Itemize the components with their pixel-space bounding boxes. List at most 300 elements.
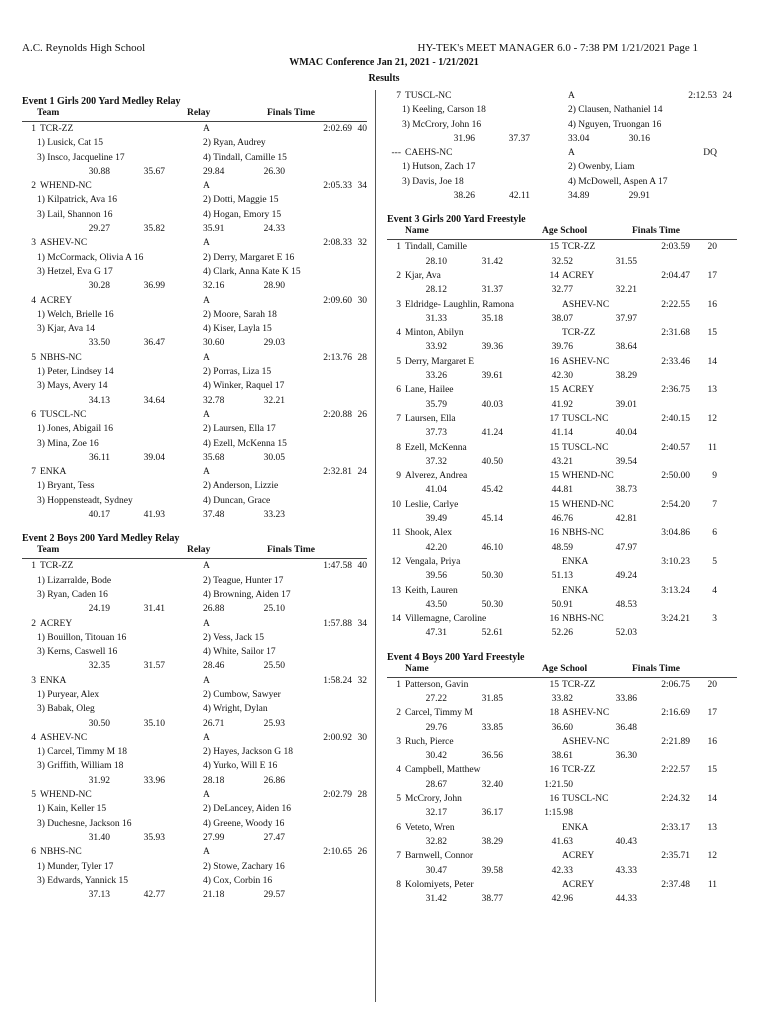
split-time: 30.88 (88, 166, 110, 177)
split-time: 33.26 (425, 371, 447, 382)
split-time: 32.16 (203, 281, 225, 292)
swimmer-result-row (387, 469, 737, 483)
swimmer-result-row (387, 584, 737, 598)
place: 3 (396, 736, 401, 747)
swimmer: 4) Browning, Aiden 17 (203, 589, 291, 600)
swimmer: 4) Clark, Anna Kate K 15 (203, 266, 301, 277)
swimmer-result-row (387, 706, 737, 720)
swimmer: 3) Kjar, Ava 14 (37, 324, 96, 335)
split-time: 33.82 (551, 693, 573, 704)
split-time: 21.18 (203, 890, 225, 901)
splits-row (387, 598, 737, 612)
relay-swimmers-row (22, 251, 367, 265)
split-time: 35.79 (425, 399, 447, 410)
splits-row (22, 602, 367, 616)
swimmer: 3) Insco, Jacqueline 17 (37, 152, 125, 163)
swimmer-name: Keith, Lauren (405, 585, 458, 596)
split-time: 37.13 (88, 890, 110, 901)
split-time: 33.92 (425, 342, 447, 353)
place: 7 (396, 413, 401, 424)
swimmer-result-row (387, 269, 737, 283)
finals-time: 1:57.88 (323, 618, 352, 629)
table-header (387, 664, 737, 678)
splits-row (387, 369, 737, 383)
split-time: 25.10 (263, 604, 285, 615)
split-time: 29.03 (263, 338, 285, 349)
points: 34 (357, 618, 367, 629)
split-time: 52.61 (481, 628, 503, 639)
relay-result-row (387, 146, 737, 160)
splits-row (387, 255, 737, 269)
split-time: 32.77 (551, 285, 573, 296)
points: 7 (712, 499, 717, 510)
relay-swimmers-row (22, 322, 367, 336)
split-time: 36.17 (481, 808, 503, 819)
age: 15 (549, 471, 559, 482)
split-time: 33.86 (615, 693, 637, 704)
splits-row (22, 394, 367, 408)
table-header (22, 108, 367, 122)
spacer (22, 522, 367, 528)
relay-letter: A (203, 181, 210, 192)
swimmer: 4) Winker, Raquel 17 (203, 381, 285, 392)
relay-result-row (22, 122, 367, 136)
school: ENKA (562, 822, 589, 833)
swimmer: 1) Kain, Keller 15 (37, 804, 107, 815)
finals-time: 2:32.81 (323, 467, 352, 478)
swimmer-result-row (387, 355, 737, 369)
splits-row (387, 864, 737, 878)
split-time: 24.19 (88, 604, 110, 615)
age: 16 (549, 794, 559, 805)
meet-title: WMAC Conference Jan 21, 2021 - 1/21/2021 (289, 57, 479, 68)
split-time: 25.50 (263, 661, 285, 672)
split-time: 40.50 (481, 456, 503, 467)
left-column (22, 91, 367, 902)
splits-row (22, 165, 367, 179)
relay-swimmers-row (387, 118, 737, 132)
team: NBHS-NC (40, 847, 82, 858)
relay-swimmers-row (22, 365, 367, 379)
swimmer: 1) McCormack, Olivia A 16 (37, 252, 144, 263)
swimmer-result-row (387, 240, 737, 254)
relay-swimmers-row (22, 422, 367, 436)
split-time: 36.30 (615, 751, 637, 762)
school: NBHS-NC (562, 614, 604, 625)
team: ENKA (40, 675, 67, 686)
split-time: 35.93 (143, 832, 165, 843)
split-time: 39.76 (551, 342, 573, 353)
splits-row (22, 717, 367, 731)
relay-letter: A (203, 561, 210, 572)
splits-row (387, 569, 737, 583)
split-time: 35.10 (143, 718, 165, 729)
finals-time: 2:08.33 (323, 238, 352, 249)
split-time: 43.50 (425, 599, 447, 610)
split-time: 41.93 (143, 510, 165, 521)
split-time: 33.23 (263, 510, 285, 521)
splits-row (387, 806, 737, 820)
team: TUSCL-NC (405, 91, 452, 101)
split-time: 48.59 (551, 542, 573, 553)
swimmer: 2) Vess, Jack 15 (203, 632, 265, 643)
split-time: 32.21 (615, 285, 637, 296)
swimmer: 4) Cox, Corbin 16 (203, 875, 273, 886)
finals-time: 2:40.57 (661, 442, 690, 453)
spacer (387, 641, 737, 647)
swimmer: 1) Hutson, Zach 17 (402, 162, 476, 173)
swimmer-result-row (387, 678, 737, 692)
split-time: 43.33 (615, 865, 637, 876)
age: 18 (549, 708, 559, 719)
relay-result-row (387, 89, 737, 103)
place: 2 (31, 618, 36, 629)
split-time: 26.30 (263, 166, 285, 177)
place: 2 (31, 181, 36, 192)
split-time: 33.04 (568, 133, 590, 144)
swimmer-name: Tindall, Camille (405, 242, 467, 253)
finals-time: 2:22.55 (661, 299, 690, 310)
place: 11 (391, 528, 401, 539)
split-time: 36.47 (143, 338, 165, 349)
finals-time: 2:03.59 (661, 242, 690, 253)
age: 16 (549, 614, 559, 625)
swimmer-result-row (387, 441, 737, 455)
swimmer-result-row (387, 849, 737, 863)
points: 20 (707, 242, 717, 253)
swimmer: 4) Wright, Dylan (203, 704, 268, 715)
header-name: Name (405, 226, 429, 237)
age: 17 (549, 413, 559, 424)
header-finals-time: Finals Time (267, 545, 315, 556)
split-time: 1:15.98 (544, 808, 573, 819)
swimmer-name: Patterson, Gavin (405, 679, 469, 690)
split-time: 36.11 (88, 452, 110, 463)
relay-swimmers-row (22, 494, 367, 508)
school: ASHEV-NC (562, 736, 610, 747)
split-time: 37.37 (508, 133, 530, 144)
points: 16 (707, 736, 717, 747)
software-line: HY-TEK's MEET MANAGER 6.0 - 7:38 PM 1/21/2021 Page 1 (417, 42, 698, 54)
finals-time: 2:33.46 (661, 356, 690, 367)
swimmer-name: Alverez, Andrea (405, 471, 468, 482)
split-time: 39.01 (615, 399, 637, 410)
split-time: 30.47 (425, 865, 447, 876)
team: TCR-ZZ (40, 124, 74, 134)
relay-letter: A (568, 148, 575, 159)
swimmer-name: Ruch, Pierce (405, 736, 454, 747)
splits-row (387, 455, 737, 469)
split-time: 34.13 (88, 395, 110, 406)
swimmer: 2) Clausen, Nathaniel 14 (568, 105, 663, 116)
relay-letter: A (568, 91, 575, 101)
swimmer: 3) Ryan, Caden 16 (37, 589, 108, 600)
split-time: 28.18 (203, 775, 225, 786)
school: WHEND-NC (562, 471, 614, 482)
finals-time: 2:04.47 (661, 270, 690, 281)
finals-time: 2:02.69 (323, 124, 352, 134)
split-time: 39.36 (481, 342, 503, 353)
relay-letter: A (203, 352, 210, 363)
splits-row (387, 132, 737, 146)
split-time: 38.77 (481, 894, 503, 905)
team: ENKA (40, 467, 67, 478)
relay-result-row (22, 465, 367, 479)
swimmer: 4) McDowell, Aspen A 17 (568, 176, 668, 187)
split-time: 26.88 (203, 604, 225, 615)
place: 13 (391, 585, 401, 596)
split-time: 36.48 (615, 722, 637, 733)
header-age-school: Age School (542, 226, 588, 237)
split-time: 33.85 (481, 722, 503, 733)
relay-swimmers-row (22, 208, 367, 222)
split-time: 45.42 (481, 485, 503, 496)
split-time: 41.63 (551, 836, 573, 847)
swimmer: 3) Kerns, Caswell 16 (37, 647, 118, 658)
split-time: 34.64 (143, 395, 165, 406)
finals-time: 2:09.60 (323, 295, 352, 306)
place: 3 (31, 675, 36, 686)
event-title: Event 2 Boys 200 Yard Medley Relay (22, 533, 180, 545)
place: 1 (396, 242, 401, 253)
split-time: 37.48 (203, 510, 225, 521)
split-time: 29.27 (88, 224, 110, 235)
relay-result-row (22, 351, 367, 365)
finals-time: 2:21.89 (661, 736, 690, 747)
relay-swimmers-row (22, 745, 367, 759)
relay-swimmers-row (22, 817, 367, 831)
swimmer-result-row (387, 498, 737, 512)
header-relay: Relay (187, 108, 211, 118)
split-time: 45.14 (481, 514, 503, 525)
swimmer: 2) Hayes, Jackson G 18 (203, 747, 293, 758)
finals-time: DQ (703, 148, 717, 159)
relay-swimmers-row (22, 379, 367, 393)
relay-swimmers-row (22, 688, 367, 702)
relay-swimmers-row (22, 574, 367, 588)
points: 17 (707, 708, 717, 719)
relay-letter: A (203, 618, 210, 629)
finals-time: 2:24.32 (661, 794, 690, 805)
school: TUSCL-NC (562, 413, 609, 424)
swimmer: 4) Duncan, Grace (203, 495, 271, 506)
school: TUSCL-NC (562, 442, 609, 453)
place: 4 (31, 732, 36, 743)
relay-letter: A (203, 295, 210, 306)
swimmer-result-row (387, 383, 737, 397)
split-time: 32.52 (551, 256, 573, 267)
points: 11 (707, 879, 717, 890)
results-label: Results (368, 73, 400, 84)
place: 6 (31, 847, 36, 858)
team: TCR-ZZ (40, 561, 74, 572)
split-time: 42.33 (551, 865, 573, 876)
splits-row (387, 541, 737, 555)
place: 1 (31, 124, 36, 134)
points: 5 (712, 556, 717, 567)
split-time: 52.03 (615, 628, 637, 639)
relay-result-row (22, 731, 367, 745)
relay-swimmers-row (22, 479, 367, 493)
place: 1 (31, 561, 36, 572)
relay-swimmers-row (22, 874, 367, 888)
header-finals-time: Finals Time (632, 663, 680, 674)
school: WHEND-NC (562, 499, 614, 510)
split-time: 42.96 (551, 894, 573, 905)
swimmer: 2) Dotti, Maggie 15 (203, 195, 279, 206)
split-time: 44.81 (551, 485, 573, 496)
age: 15 (549, 442, 559, 453)
swimmer-name: Vengala, Priya (405, 556, 461, 567)
event-title: Event 1 Girls 200 Yard Medley Relay (22, 96, 181, 107)
split-time: 31.85 (481, 693, 503, 704)
points: 13 (707, 385, 717, 396)
split-time: 38.73 (615, 485, 637, 496)
splits-row (387, 892, 737, 906)
relay-swimmers-row (22, 136, 367, 150)
swimmer-result-row (387, 298, 737, 312)
finals-time: 2:31.68 (661, 328, 690, 339)
split-time: 32.21 (263, 395, 285, 406)
relay-swimmers-row (22, 308, 367, 322)
split-time: 36.99 (143, 281, 165, 292)
place: 4 (396, 765, 401, 776)
swimmer: 1) Keeling, Carson 18 (402, 105, 486, 116)
splits-row (22, 451, 367, 465)
relay-swimmers-row (22, 860, 367, 874)
relay-result-row (22, 559, 367, 573)
swimmer-name: Kjar, Ava (405, 270, 441, 281)
relay-swimmers-row (22, 437, 367, 451)
relay-result-row (22, 294, 367, 308)
age: 15 (549, 385, 559, 396)
swimmer-result-row (387, 612, 737, 626)
splits-row (387, 426, 737, 440)
swimmer: 4) Kiser, Layla 15 (203, 324, 272, 335)
relay-result-row (22, 674, 367, 688)
split-time: 29.91 (628, 191, 650, 202)
points: 30 (357, 732, 367, 743)
points: 15 (707, 765, 717, 776)
swimmer: 1) Carcel, Timmy M 18 (37, 747, 127, 758)
split-time: 35.67 (143, 166, 165, 177)
split-time: 39.61 (481, 371, 503, 382)
finals-time: 2:10.65 (323, 847, 352, 858)
split-time: 32.78 (203, 395, 225, 406)
school: ASHEV-NC (562, 356, 610, 367)
finals-time: 2:16.69 (661, 708, 690, 719)
finals-time: 2:02.79 (323, 790, 352, 801)
relay-result-row (22, 179, 367, 193)
split-time: 28.67 (425, 779, 447, 790)
swimmer: 4) Hogan, Emory 15 (203, 209, 282, 220)
school: ENKA (562, 556, 589, 567)
swimmer-name: Kolomiyets, Peter (405, 879, 474, 890)
swimmer-name: Lane, Hailee (405, 385, 454, 396)
points: 34 (357, 181, 367, 192)
split-time: 39.49 (425, 514, 447, 525)
split-time: 31.40 (88, 832, 110, 843)
school: TUSCL-NC (562, 794, 609, 805)
right-column (387, 91, 737, 906)
split-time: 31.57 (143, 661, 165, 672)
relay-swimmers-row (22, 802, 367, 816)
splits-row (22, 508, 367, 522)
points: 14 (707, 356, 717, 367)
split-time: 27.47 (263, 832, 285, 843)
swimmer: 2) Owenby, Liam (568, 162, 635, 173)
points: 26 (357, 409, 367, 420)
table-header (22, 545, 367, 559)
split-time: 38.07 (551, 313, 573, 324)
header-relay: Relay (187, 545, 211, 556)
swimmer-name: Veteto, Wren (405, 822, 455, 833)
points: 28 (357, 790, 367, 801)
team: TUSCL-NC (40, 409, 87, 420)
place: 5 (31, 352, 36, 363)
school: TCR-ZZ (562, 765, 596, 776)
split-time: 29.57 (263, 890, 285, 901)
splits-row (387, 692, 737, 706)
split-time: 41.04 (425, 485, 447, 496)
place: 14 (391, 614, 401, 625)
swimmer-name: Eldridge- Laughlin, Ramona (405, 299, 514, 310)
relay-result-row (22, 788, 367, 802)
swimmer-result-row (387, 878, 737, 892)
split-time: 28.12 (425, 285, 447, 296)
split-time: 39.58 (481, 865, 503, 876)
split-time: 31.37 (481, 285, 503, 296)
relay-letter: A (203, 238, 210, 249)
split-time: 42.81 (615, 514, 637, 525)
splits-row (387, 312, 737, 326)
finals-time: 3:24.21 (661, 614, 690, 625)
swimmer: 3) Mina, Zoe 16 (37, 438, 99, 449)
place: 8 (396, 442, 401, 453)
swimmer: 3) Mays, Avery 14 (37, 381, 108, 392)
relay-swimmers-row (22, 588, 367, 602)
swimmer: 3) McCrory, John 16 (402, 119, 482, 130)
school: ACREY (562, 385, 595, 396)
split-time: 38.26 (453, 191, 475, 202)
split-time: 29.84 (203, 166, 225, 177)
split-time: 40.43 (615, 836, 637, 847)
finals-time: 2:33.17 (661, 822, 690, 833)
finals-time: 1:47.58 (323, 561, 352, 572)
split-time: 42.77 (143, 890, 165, 901)
swimmer-result-row (387, 821, 737, 835)
split-time: 38.64 (615, 342, 637, 353)
place: 5 (31, 790, 36, 801)
school: NBHS-NC (562, 528, 604, 539)
split-time: 37.73 (425, 428, 447, 439)
swimmer-name: Laursen, Ella (405, 413, 456, 424)
team: WHEND-NC (40, 790, 92, 801)
event-title: Event 3 Girls 200 Yard Freestyle (387, 214, 526, 226)
swimmer: 2) Laursen, Ella 17 (203, 424, 276, 435)
header-finals-time: Finals Time (632, 226, 680, 237)
splits-row (387, 189, 737, 203)
spacer (387, 203, 737, 209)
swimmer-name: Minton, Abilyn (405, 328, 464, 339)
points: 28 (357, 352, 367, 363)
finals-time: 2:12.53 (688, 91, 717, 101)
relay-letter: A (203, 847, 210, 858)
place: 9 (396, 471, 401, 482)
relay-swimmers-row (22, 151, 367, 165)
split-time: 41.24 (481, 428, 503, 439)
split-time: 50.30 (481, 599, 503, 610)
